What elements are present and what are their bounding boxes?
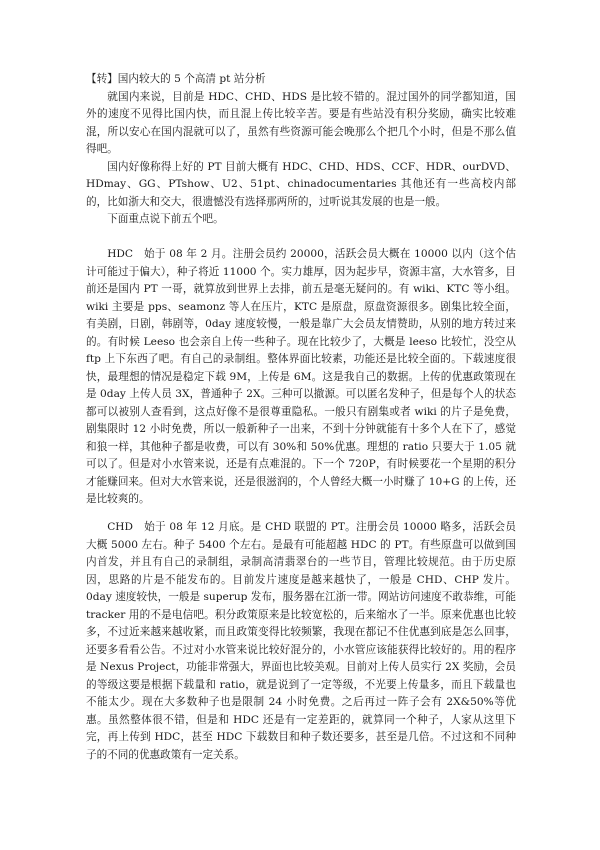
intro-paragraph-1: 就国内来说，目前是 HDC、CHD、HDS 是比较不错的。混过国外的同学都知道，国外的速度不见得比国内快，而且混上传比较辛苦。要是有些站没有积分奖励，确实比较难混，所以安心在国内混就可以了，虽然有些资源可能会晚那么个把几个小时，但是不那么值得吧。 [86,90,516,155]
document-title: 【转】国内较大的 5 个高清 pt 站分析 [86,73,266,85]
intro-paragraph-2: 国内好像称得上好的 PT 目前大概有 HDC、CHD、HDS、CCF、HDR、ourDVD、HDmay、GG、PTshow、U2、51pt、chinadocumentaries 其他还有一些高校内部的，比如浙大和交大，很遗憾没有选择那两所的，过听说其发展的也是一般。 [86,160,516,208]
intro-paragraph-3: 下面重点说下前五个吧。 [107,213,224,225]
hdc-section [86,246,516,509]
chd-paragraph: CHD 始于 08 年 12 月底。是 CHD 联盟的 PT。注册会员 10000 略多，活跃会员大概 5000 左右。种子 5400 个左右。是最有可能超越 HDC 的 PT。有些原盘可以做到国内首发，并且有自己的录制组，录制高清翡翠台的一些节目，管理比较规范。由于历史原因，思路的片是不能发布的。目前发片速度是越来越快了，一般是 CHD、CHP 发片。0day 速度较快，一般是 superup 发布，服务器在江浙一带。网站访问速度不敢恭维，可能 tracker 用的不是电信吧。积分政策原来是比较宽松的，后来缩水了一半。原来优惠也比较多，不过近来越来越收紧，而且政策变得比较频繁，我现在都记不住优惠到底是怎么回事，还要多看看公告。不过对小水管来说比较好混分的，小水管应该能获得比较好的。用的程序是 Nexus Project，功能非常强大，界面也比较美观。目前对上传人员实行 2X 奖励，会员的等级这要是根据下载量和 ratio，就是说到了一定等级，不光要上传量多，而且下载量也不能太少。现在大多数种子也是限制 24 小时免费。之后再过一阵子会有 2X&50%等优惠。虽然整体很不错，但是和 HDC 还是有一定差距的，就算同一个种子，人家从这里下完，再上传到 HDC，甚至 HDC 下载数目和种子数还要多，甚至是几倍。不过这和不同种子的不同的优惠政策有一定关系。 [86,521,516,761]
chd-section [86,519,516,764]
intro-block [86,71,516,229]
hdc-paragraph: HDC 始于 08 年 2 月。注册会员约 20000，活跃会员大概在 10000 以内（这个估计可能过于偏大），种子将近 11000 个。实力雄厚，因为起步早，资源丰富，大水管多，目前还是国内 PT 一哥，就算放到世界上去排，前五是毫无疑问的。有 wiki、KTC 等小组。wiki 主要是 pps、seamonz 等人在压片，KTC 是原盘，原盘资源很多。剧集比较全面，有美剧，日剧，韩剧等，0day 速度较慢，一般是靠广大会员友情赞助，从别的地方转过来的。有时候 Leeso 也会亲自上传一些种子。现在比较少了，大概是 leeso 比较忙，没空从 ftp 上下东西了吧。有自己的录制组。整体界面比较素，功能还是比较全面的。下载速度很快，最理想的情况是稳定下载 9M，上传是 6M。这是我自己的数据。上传的优惠政策现在是 0day 上传人员 3X，普通种子 2X。三种可以撤源。可以匿名发种子，但是每个人的状态都可以被别人查看到，这点好像不是很尊重隐私。一般只有剧集或者 wiki 的片子是免费，剧集限时 12 小时免费，所以一般新种子一出来，不到十分钟就能有十多个人在下了，感觉和狼一样，其他种子都是收费，可以有 30%和 50%优惠。理想的 ratio 只要大于 1.05 就可以了。但是对小水管来说，还是有点难混的。下一个 720P，有时候要花一个星期的积分才能赚回来。但对大水管来说，还是很滋润的，个人曾经大概一小时赚了 10+G 的上传，还是比较爽的。 [86,248,516,505]
